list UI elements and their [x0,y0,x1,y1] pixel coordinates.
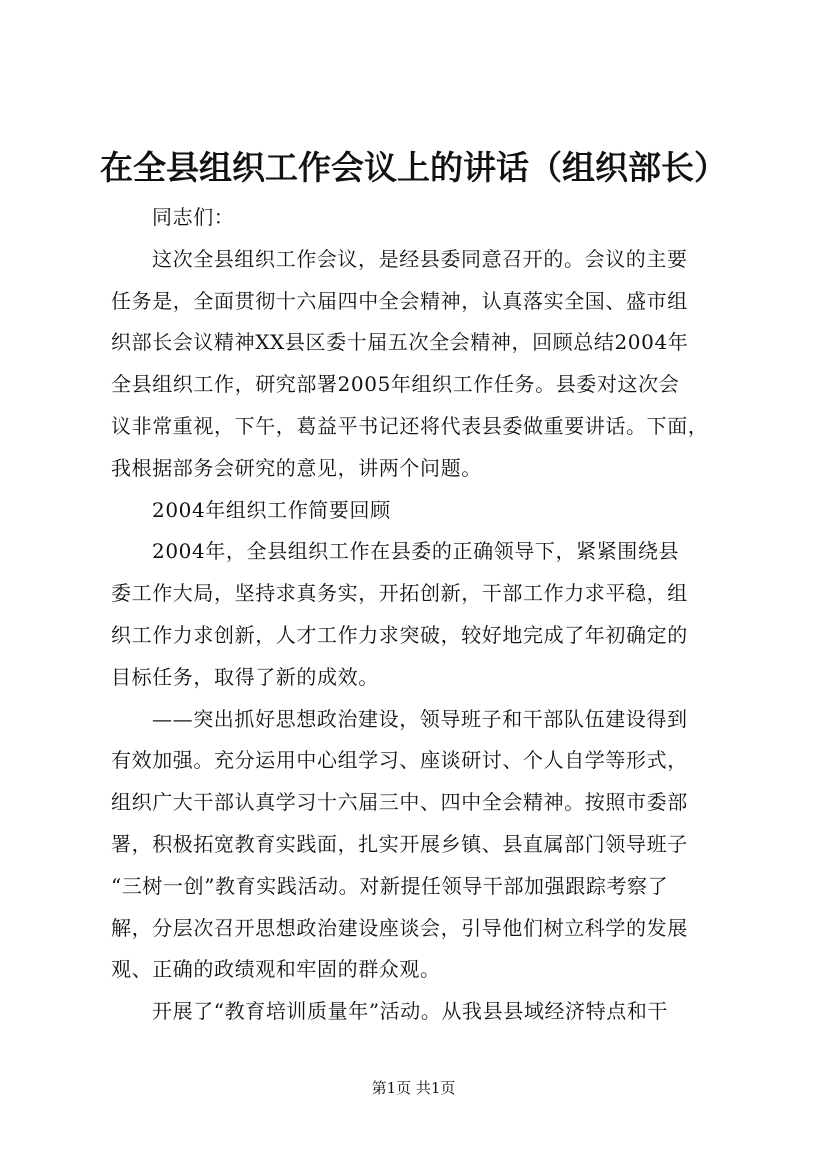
text-line: 目标任务，取得了新的成效。 [111,664,379,689]
text-line: “三树一创”教育实践活动。对新提任领导干部加强跟踪考察了 [111,873,669,898]
text-line: 织工作力求创新，人才工作力求突破，较好地完成了年初确定的 [111,622,688,647]
paragraph-salutation [111,197,726,239]
text-line: 有效加强。充分运用中心组学习、座谈研讨、个人自学等形式， [111,748,688,773]
text-line: 织部长会议精神XX县区委十届五次全会精神，回顾总结2004年 [111,330,689,355]
text-line: 任务是，全面贯彻十六届四中全会精神，认真落实全国、盛市组 [111,288,688,313]
text-line: 署，积极拓宽教育实践面，扎实开展乡镇、县直属部门领导班子 [111,831,688,856]
text-line: 我根据部务会研究的意见，讲两个问题。 [111,455,482,480]
document-body [111,197,726,1033]
text-line: 全县组织工作，研究部署2005年组织工作任务。县委对这次会 [111,372,680,397]
page-footer: 第1页 共1页 [371,1079,456,1097]
text-line: 同志们： [152,205,235,229]
text-line: 2004年，全县组织工作在县委的正确领导下，紧紧围绕县 [152,539,680,564]
text-line: 解，分层次召开思想政治建设座谈会，引导他们树立科学的发展 [111,915,688,940]
document-title: 在全县组织工作会议上的讲话（组织部长） [100,148,727,187]
text-line: 这次全县组织工作会议，是经县委同意召开的。会议的主要 [152,246,688,271]
paragraph-review [111,531,726,698]
text-line: 委工作大局，坚持求真务实，开拓创新，干部工作力求平稳，组 [111,581,688,606]
text-line: 开展了“教育培训质量年”活动。从我县县域经济特点和干 [152,999,669,1024]
paragraph-training [111,991,726,1033]
text-line: 议非常重视，下午，葛益平书记还将代表县委做重要讲话。下面， [111,413,709,438]
paragraph-political-building [111,699,726,992]
text-line: 观、正确的政绩观和牢固的群众观。 [111,957,441,982]
text-line: ——突出抓好思想政治建设，领导班子和干部队伍建设得到 [152,706,688,731]
text-line: 2004年组织工作简要回顾 [152,497,391,522]
section-heading [111,490,726,532]
text-line: 组织广大干部认真学习十六届三中、四中全会精神。按照市委部 [111,790,688,815]
paragraph-intro [111,239,726,490]
